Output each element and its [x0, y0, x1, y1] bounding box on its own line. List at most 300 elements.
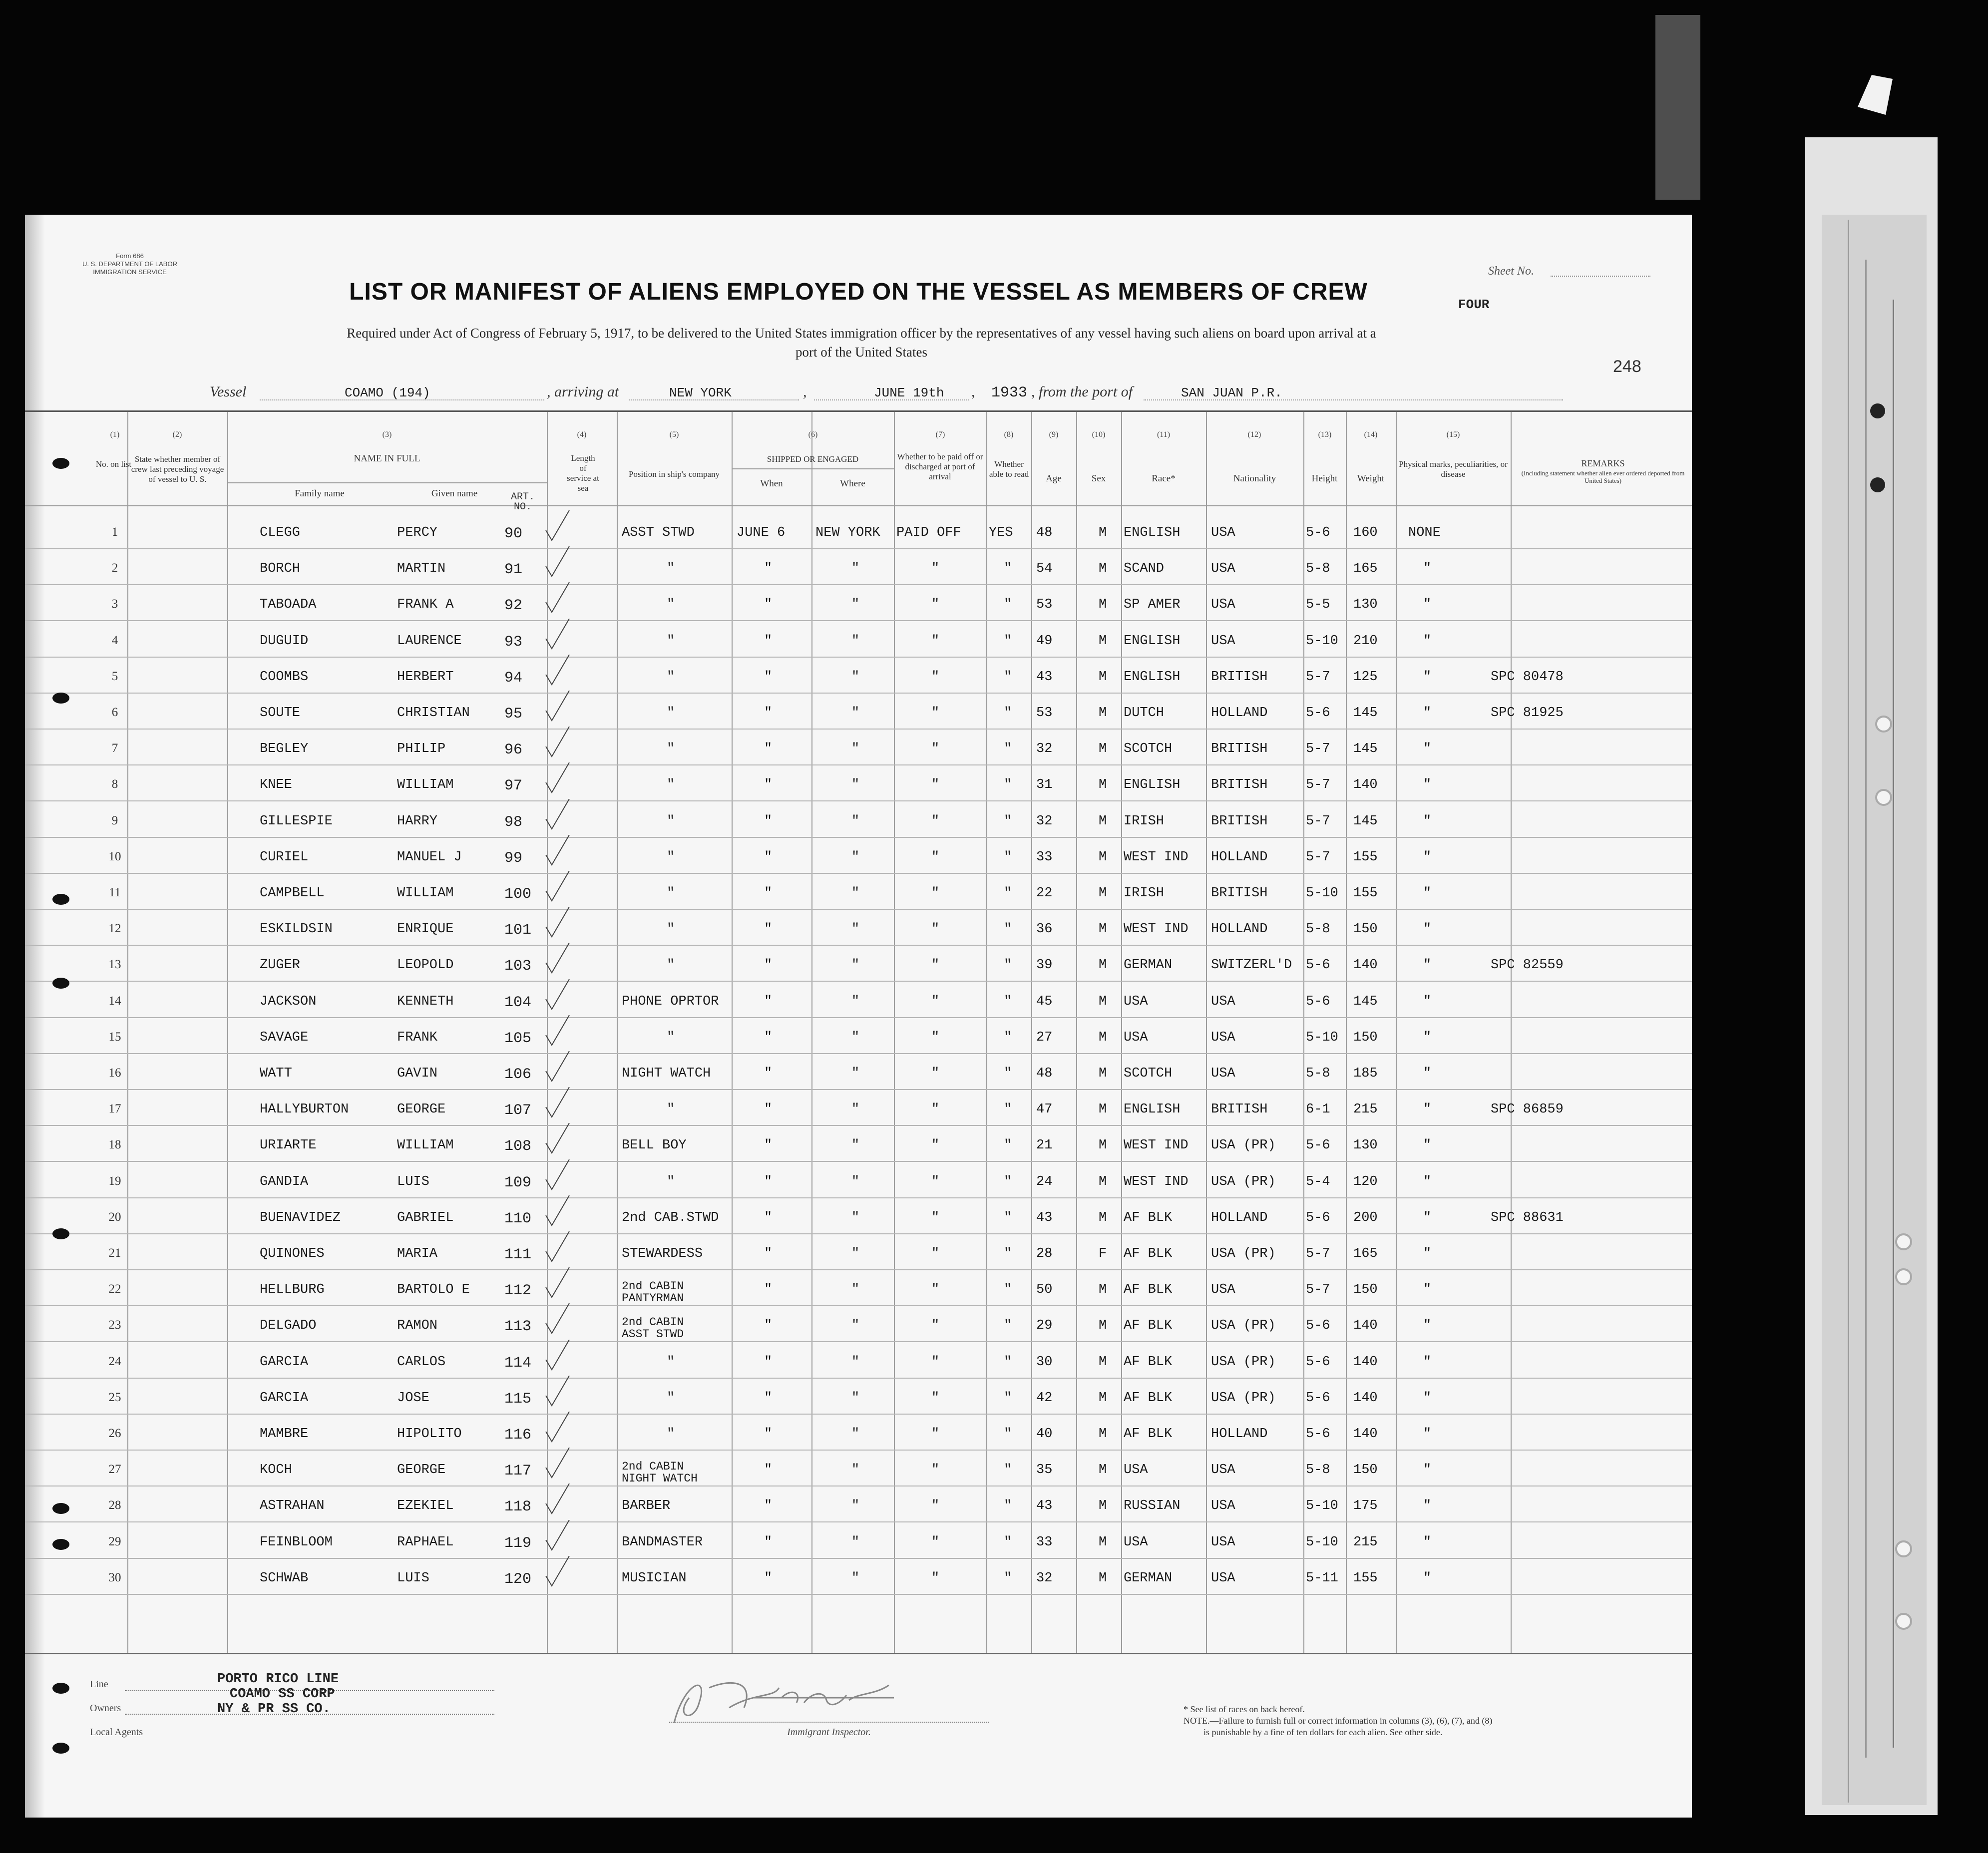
header-age: Age: [1046, 473, 1062, 484]
cell-position: ": [667, 561, 675, 577]
cell-no: 21: [108, 1246, 121, 1260]
cell-marks: ": [1423, 1354, 1432, 1370]
cell-sex: M: [1099, 849, 1107, 865]
cell-height: 5-6: [1306, 1138, 1330, 1153]
col-num-12: (12): [1247, 430, 1261, 439]
cell-age: 54: [1036, 561, 1053, 577]
cell-family: DELGADO: [260, 1318, 317, 1334]
cell-race: SCOTCH: [1124, 741, 1173, 757]
cell-read: ": [1004, 1318, 1012, 1334]
check-mark-icon: [542, 943, 572, 978]
cell-art: 99: [504, 849, 523, 867]
cell-weight: 215: [1353, 1102, 1378, 1117]
cell-no: 16: [108, 1066, 121, 1080]
cell-read: ": [1004, 1210, 1012, 1225]
cell-age: 53: [1036, 597, 1053, 613]
col-num-11: (11): [1157, 430, 1171, 439]
cell-art: 119: [504, 1534, 532, 1552]
check-mark-icon: [542, 1231, 572, 1266]
cell-marks: ": [1423, 1534, 1432, 1550]
binder-hole: [52, 978, 69, 989]
strip-edge-line: [1893, 300, 1894, 1748]
cell-art: 120: [504, 1570, 532, 1588]
cell-given: WILLIAM: [397, 886, 454, 901]
cell-height: 5-8: [1306, 1463, 1330, 1478]
cell-race: WEST IND: [1124, 1174, 1189, 1189]
cell-sex: M: [1099, 886, 1107, 901]
cell-family: CURIEL: [260, 849, 309, 865]
cell-no: 25: [108, 1390, 121, 1404]
cell-race: AF BLK: [1124, 1318, 1173, 1334]
table-row: [25, 1485, 1692, 1522]
cell-no: 18: [108, 1138, 121, 1152]
cell-position: ": [667, 633, 675, 649]
cell-family: SCHWAB: [260, 1570, 309, 1586]
manifest-page: [25, 215, 1692, 1818]
footnotes: [1184, 1704, 1658, 1738]
cell-position: NIGHT WATCH: [622, 1066, 711, 1081]
cell-art: 105: [504, 1030, 532, 1047]
binder-hole: [52, 693, 69, 704]
cell-marks: ": [1423, 1498, 1432, 1514]
cell-marks: NONE: [1408, 525, 1441, 540]
page-number: 248: [1613, 357, 1641, 376]
cell-sex: F: [1099, 1246, 1107, 1261]
cell-art: 98: [504, 813, 523, 831]
cell-weight: 150: [1353, 1282, 1378, 1298]
cell-marks: ": [1423, 958, 1432, 973]
cell-when: ": [764, 994, 773, 1009]
cell-paid: ": [931, 958, 940, 973]
cell-race: AF BLK: [1124, 1210, 1173, 1225]
cell-given: HIPOLITO: [397, 1427, 462, 1442]
cell-paid: ": [931, 849, 940, 865]
cell-read: ": [1004, 777, 1012, 793]
cell-family: WATT: [260, 1066, 292, 1081]
vessel-name: COAMO (194): [345, 385, 430, 400]
cell-weight: 150: [1353, 1463, 1378, 1478]
cell-marks: ": [1423, 1174, 1432, 1189]
cell-read: ": [1004, 1066, 1012, 1081]
cell-nat: USA: [1211, 1066, 1235, 1081]
cell-where: ": [851, 1246, 860, 1261]
col-num-7: (7): [935, 430, 945, 439]
cell-paid: ": [931, 1390, 940, 1406]
cell-paid: ": [931, 1066, 940, 1081]
cell-when: ": [764, 1138, 773, 1153]
table-row: [25, 621, 1692, 658]
cell-weight: 145: [1353, 994, 1378, 1009]
cell-no: 28: [108, 1498, 121, 1512]
cell-height: 5-7: [1306, 777, 1330, 793]
cell-race: ENGLISH: [1124, 777, 1181, 793]
table-row: [25, 1414, 1692, 1451]
cell-nat: USA: [1211, 633, 1235, 649]
cell-no: 27: [108, 1463, 121, 1477]
cell-position: ": [667, 1030, 675, 1045]
cell-where: ": [851, 1318, 860, 1334]
cell-family: FEINBLOOM: [260, 1534, 333, 1550]
cell-when: ": [764, 1174, 773, 1189]
table-row: [25, 1017, 1692, 1054]
cell-marks: ": [1423, 1318, 1432, 1334]
cell-position: ": [667, 813, 675, 829]
sheet-number-value: FOUR: [1458, 297, 1490, 312]
cell-race: AF BLK: [1124, 1427, 1173, 1442]
cell-read: YES: [989, 525, 1013, 540]
cell-sex: M: [1099, 1390, 1107, 1406]
cell-family: GANDIA: [260, 1174, 309, 1189]
check-mark-icon: [542, 1015, 572, 1050]
cell-given: RAPHAEL: [397, 1534, 454, 1550]
col-num-5: (5): [669, 430, 679, 439]
header-top-rule: [25, 410, 1692, 412]
table-row: [25, 1269, 1692, 1306]
binder-hole: [52, 458, 69, 469]
cell-paid: ": [931, 1282, 940, 1298]
cell-weight: 140: [1353, 1390, 1378, 1406]
cell-marks: ": [1423, 633, 1432, 649]
cell-weight: 145: [1353, 741, 1378, 757]
cell-position: 2nd CAB.STWD: [622, 1210, 719, 1225]
cell-age: 49: [1036, 633, 1053, 649]
cell-race: AF BLK: [1124, 1246, 1173, 1261]
cell-sex: M: [1099, 1570, 1107, 1586]
table-row: [25, 693, 1692, 730]
check-mark-icon: [542, 1087, 572, 1122]
cell-where: ": [851, 706, 860, 721]
cell-when: ": [764, 1427, 773, 1442]
binder-hole: [52, 1743, 69, 1754]
cell-age: 28: [1036, 1246, 1053, 1261]
col-num-8: (8): [1004, 430, 1014, 439]
cell-height: 5-6: [1306, 1427, 1330, 1442]
cell-read: ": [1004, 597, 1012, 613]
cell-paid: ": [931, 741, 940, 757]
cell-nat: USA: [1211, 1282, 1235, 1298]
cell-when: ": [764, 1246, 773, 1261]
cell-height: 5-5: [1306, 597, 1330, 613]
cell-art: 108: [504, 1138, 532, 1155]
note-races: * See list of races on back hereof.: [1184, 1704, 1305, 1714]
name-subheader-rule: [227, 482, 547, 483]
check-mark-icon: [542, 1412, 572, 1447]
cell-age: 21: [1036, 1138, 1053, 1153]
cell-marks: ": [1423, 1138, 1432, 1153]
header-bottom-rule: [25, 505, 1692, 506]
cell-weight: 140: [1353, 777, 1378, 793]
punch-hole: [1895, 1613, 1912, 1630]
cell-no: 11: [108, 886, 121, 899]
table-row: [25, 873, 1692, 910]
cell-race: USA: [1124, 994, 1148, 1009]
check-mark-icon: [542, 762, 572, 797]
cell-family: KNEE: [260, 777, 292, 793]
check-mark-icon: [542, 1376, 572, 1411]
cell-height: 6-1: [1306, 1102, 1330, 1117]
subtitle-line-2: port of the United States: [795, 345, 927, 360]
header-sex: Sex: [1091, 473, 1106, 484]
cell-weight: 150: [1353, 1030, 1378, 1045]
cell-height: 5-8: [1306, 561, 1330, 577]
check-mark-icon: [542, 1051, 572, 1086]
cell-when: ": [764, 561, 773, 577]
cell-remarks: SPC 82559: [1491, 958, 1564, 973]
cell-age: 45: [1036, 994, 1053, 1009]
cell-position: ": [667, 1390, 675, 1406]
cell-position: BELL BOY: [622, 1138, 687, 1153]
cell-given: MARIA: [397, 1246, 438, 1261]
cell-where: ": [851, 777, 860, 793]
check-mark-icon: [542, 1267, 572, 1302]
cell-given: BARTOLO E: [397, 1282, 470, 1298]
cell-weight: 145: [1353, 813, 1378, 829]
cell-marks: ": [1423, 1463, 1432, 1478]
cell-height: 5-7: [1306, 849, 1330, 865]
department: U. S. DEPARTMENT OF LABOR: [82, 260, 177, 268]
cell-sex: M: [1099, 1463, 1107, 1478]
cell-family: KOCH: [260, 1463, 292, 1478]
cell-read: ": [1004, 1534, 1012, 1550]
binder-hole: [52, 1503, 69, 1514]
cell-read: ": [1004, 849, 1012, 865]
cell-sex: M: [1099, 813, 1107, 829]
cell-height: 5-7: [1306, 1246, 1330, 1261]
shipped-subheader-rule: [732, 468, 894, 469]
cell-where: ": [851, 813, 860, 829]
cell-position: 2nd CABIN PANTYRMAN: [622, 1280, 684, 1305]
cell-given: FRANK A: [397, 597, 454, 613]
cell-art: 101: [504, 922, 532, 939]
cell-given: HARRY: [397, 813, 438, 829]
cell-race: WEST IND: [1124, 1138, 1189, 1153]
punch-hole: [1895, 1268, 1912, 1285]
cell-weight: 155: [1353, 1570, 1378, 1586]
cell-position: ": [667, 669, 675, 685]
from-label: , from the port of: [1031, 383, 1133, 400]
cell-sex: M: [1099, 1318, 1107, 1334]
cell-no: 29: [108, 1534, 121, 1548]
cell-paid: PAID OFF: [896, 525, 961, 540]
cell-age: 32: [1036, 741, 1053, 757]
cell-paid: ": [931, 1138, 940, 1153]
cell-read: ": [1004, 1463, 1012, 1478]
cell-when: ": [764, 1030, 773, 1045]
table-row: [25, 981, 1692, 1018]
cell-read: ": [1004, 1354, 1012, 1370]
cell-where: ": [851, 922, 860, 937]
from-port: SAN JUAN P.R.: [1181, 385, 1282, 400]
cell-age: 29: [1036, 1318, 1053, 1334]
owners-value: COAMO SS CORP: [230, 1687, 335, 1702]
cell-paid: ": [931, 633, 940, 649]
check-mark-icon: [542, 655, 572, 690]
cell-position: ": [667, 741, 675, 757]
cell-weight: 165: [1353, 1246, 1378, 1261]
cell-sex: M: [1099, 1030, 1107, 1045]
cell-paid: ": [931, 813, 940, 829]
cell-when: ": [764, 597, 773, 613]
cell-given: LEOPOLD: [397, 958, 454, 973]
cell-sex: M: [1099, 1498, 1107, 1514]
cell-given: PHILIP: [397, 741, 446, 757]
cell-no: 22: [108, 1282, 121, 1296]
header-name-in-full: NAME IN FULL: [354, 453, 420, 464]
cell-no: 5: [111, 669, 118, 683]
cell-weight: 130: [1353, 597, 1378, 613]
check-mark-icon: [542, 1556, 572, 1591]
cell-family: COOMBS: [260, 669, 309, 685]
cell-weight: 140: [1353, 1318, 1378, 1334]
cell-when: ": [764, 1102, 773, 1117]
cell-read: ": [1004, 886, 1012, 901]
cell-read: ": [1004, 633, 1012, 649]
cell-race: SCOTCH: [1124, 1066, 1173, 1081]
cell-race: AF BLK: [1124, 1354, 1173, 1370]
check-mark-icon: [542, 619, 572, 654]
cell-no: 20: [108, 1210, 121, 1224]
cell-sex: M: [1099, 922, 1107, 937]
binder-hole: [52, 1539, 69, 1550]
subtitle-line-1: Required under Act of Congress of February 5, 1917, to be delivered to the United States immigration officer by the representatives of any vessel having such aliens on board upon arrival at a: [347, 326, 1376, 341]
cell-sex: M: [1099, 1102, 1107, 1117]
cell-no: 1: [111, 525, 118, 539]
punch-hole: [1875, 789, 1892, 806]
header-art-no: ART. NO.: [510, 491, 535, 513]
header-race: Race*: [1152, 473, 1176, 484]
check-mark-icon: [542, 979, 572, 1014]
note-penalty-2: is punishable by a fine of ten dollars for each alien. See other side.: [1203, 1727, 1443, 1737]
check-mark-icon: [542, 1123, 572, 1158]
cell-family: GILLESPIE: [260, 813, 333, 829]
cell-height: 5-10: [1306, 1030, 1338, 1045]
cell-paid: ": [931, 994, 940, 1009]
cell-nat: USA: [1211, 1498, 1235, 1514]
cell-marks: ": [1423, 1210, 1432, 1225]
check-mark-icon: [542, 799, 572, 834]
cell-height: 5-10: [1306, 1498, 1338, 1514]
header-physical-marks: Physical marks, peculiarities, or disease: [1399, 459, 1508, 479]
page-title: LIST OR MANIFEST OF ALIENS EMPLOYED ON THE VESSEL AS MEMBERS OF CREW: [349, 279, 1368, 305]
form-number: Form 686: [116, 252, 144, 260]
cell-nat: HOLLAND: [1211, 1427, 1268, 1442]
cell-sex: M: [1099, 706, 1107, 721]
cell-marks: ": [1423, 777, 1432, 793]
cell-when: ": [764, 669, 773, 685]
cell-weight: 215: [1353, 1534, 1378, 1550]
check-mark-icon: [542, 510, 572, 545]
cell-sex: M: [1099, 1282, 1107, 1298]
cell-marks: ": [1423, 669, 1432, 685]
cell-where: ": [851, 669, 860, 685]
cell-weight: 165: [1353, 561, 1378, 577]
cell-given: LAURENCE: [397, 633, 462, 649]
punch-hole: [1870, 403, 1885, 418]
cell-where: ": [851, 633, 860, 649]
table-row: [25, 1522, 1692, 1559]
cell-marks: ": [1423, 813, 1432, 829]
owners-label: Owners: [90, 1703, 121, 1714]
header-shipped-engaged: SHIPPED OR ENGAGED: [767, 454, 859, 464]
cell-given: MARTIN: [397, 561, 446, 577]
cell-height: 5-7: [1306, 669, 1330, 685]
cell-sex: M: [1099, 1066, 1107, 1081]
cell-family: SOUTE: [260, 706, 301, 721]
cell-sex: M: [1099, 741, 1107, 757]
header-length-service: Length of service at sea: [567, 453, 599, 493]
cell-when: ": [764, 1390, 773, 1406]
cell-height: 5-7: [1306, 741, 1330, 757]
binder-hole: [52, 1228, 69, 1239]
cell-position: ": [667, 706, 675, 721]
cell-marks: ": [1423, 1102, 1432, 1117]
cell-position: 2nd CABIN ASST STWD: [622, 1316, 684, 1341]
cell-weight: 155: [1353, 886, 1378, 901]
cell-art: 94: [504, 669, 523, 687]
cell-no: 15: [108, 1030, 121, 1044]
cell-nat: USA (PR): [1211, 1138, 1276, 1153]
cell-when: ": [764, 741, 773, 757]
cell-height: 5-11: [1306, 1570, 1338, 1586]
subtitle: [85, 324, 1638, 362]
cell-height: 5-6: [1306, 994, 1330, 1009]
cell-family: BEGLEY: [260, 741, 309, 757]
cell-marks: ": [1423, 1570, 1432, 1586]
cell-position: MUSICIAN: [622, 1570, 687, 1586]
arriving-label: , arriving at: [547, 383, 619, 400]
cell-family: MAMBRE: [260, 1427, 309, 1442]
cell-paid: ": [931, 777, 940, 793]
cell-art: 100: [504, 886, 532, 903]
check-mark-icon: [542, 1195, 572, 1230]
cell-where: ": [851, 849, 860, 865]
check-mark-icon: [542, 835, 572, 870]
cell-position: BANDMASTER: [622, 1534, 703, 1550]
table-row: [25, 548, 1692, 585]
cell-weight: 140: [1353, 958, 1378, 973]
header-paid-off: Whether to be paid off or discharged at port of arrival: [897, 452, 983, 481]
cell-where: ": [851, 1570, 860, 1586]
cell-position: ": [667, 1174, 675, 1189]
cell-where: ": [851, 597, 860, 613]
cell-position: 2nd CABIN NIGHT WATCH: [622, 1460, 698, 1485]
col-num-9: (9): [1049, 430, 1059, 439]
cell-where: ": [851, 886, 860, 901]
cell-remarks: SPC 86859: [1491, 1102, 1564, 1117]
sheet-label: Sheet No.: [1488, 265, 1534, 278]
cell-age: 43: [1036, 669, 1053, 685]
cell-position: ": [667, 597, 675, 613]
cell-race: IRISH: [1124, 813, 1165, 829]
cell-position: ": [667, 1354, 675, 1370]
strip-edge-line: [1865, 260, 1867, 1758]
cell-read: ": [1004, 1570, 1012, 1586]
cell-weight: 150: [1353, 922, 1378, 937]
cell-art: 113: [504, 1318, 532, 1336]
cell-no: 17: [108, 1102, 121, 1116]
cell-age: 53: [1036, 706, 1053, 721]
cell-age: 27: [1036, 1030, 1053, 1045]
cell-given: KENNETH: [397, 994, 454, 1009]
cell-sex: M: [1099, 1210, 1107, 1225]
table-row: [25, 584, 1692, 621]
cell-race: ENGLISH: [1124, 525, 1181, 540]
cell-family: BUENAVIDEZ: [260, 1210, 341, 1225]
cell-where: ": [851, 1534, 860, 1550]
cell-when: JUNE 6: [737, 525, 786, 540]
cell-when: ": [764, 1318, 773, 1334]
cell-race: RUSSIAN: [1124, 1498, 1181, 1514]
